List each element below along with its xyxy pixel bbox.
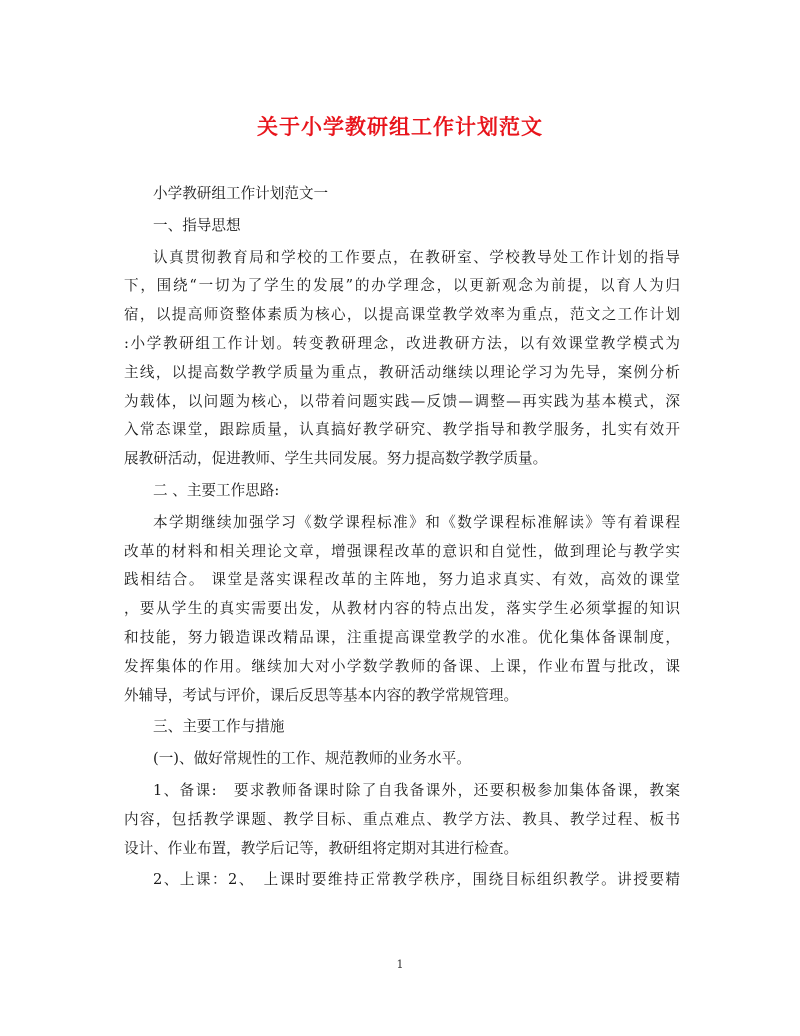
text-line: 和技能，努力锻造课改精品课，注重提高课堂教学的水准。优化集体备课制度， — [124, 628, 680, 646]
text-line: 设计、作业布置，教学后记等，教研组将定期对其进行检查。 — [124, 839, 519, 857]
document-title: 关于小学教研组工作计划范文 — [257, 114, 543, 139]
text-line: 本学期继续加强学习《数学课程标准》和《数学课程标准解读》等有着课程 — [153, 513, 680, 531]
text-line: 下，围绕“一切为了学生的发展”的办学理念，以更新观念为前提，以育人为归 — [124, 277, 680, 295]
text-line: 入常态课堂，跟踪质量，认真搞好教学研究、教学指导和教学服务，扎实有效开 — [124, 421, 680, 439]
text-line: 内容，包括教学课题、教学目标、重点难点、教学方法、教具、教学过程、板书 — [124, 810, 680, 828]
text-line: 二 、主要工作思路: — [153, 481, 280, 499]
text-line: 2、上课：2、 上课时要维持正常教学秩序，围绕目标组织教学。讲授要精 — [153, 871, 680, 889]
page-number: 1 — [396, 958, 404, 971]
text-line: 外辅导，考试与评价，课后反思等基本内容的教学常规管理。 — [124, 686, 519, 704]
text-line: 发挥集体的作用。继续加大对小学数学教师的备课、上课，作业布置与批改，课 — [124, 657, 680, 675]
text-line: 宿，以提高师资整体素质为核心，以提高课堂教学效率为重点，范文之工作计划 — [124, 306, 680, 324]
text-line: 认真贯彻教育局和学校的工作要点，在教研室、学校教导处工作计划的指导 — [153, 248, 680, 266]
text-line: 1、备课: 要求教师备课时除了自我备课外，还要积极参加集体备课，教案 — [153, 781, 680, 799]
text-line: :小学教研组工作计划。转变教研理念，改进教研方法，以有效课堂教学模式为 — [124, 334, 680, 352]
text-line: 为载体，以问题为核心，以带着问题实践—反馈—调整—再实践为基本模式，深 — [124, 392, 680, 410]
document-body — [124, 180, 680, 895]
text-line: (一)、做好常规性的工作、规范教师的业务水平。 — [153, 750, 471, 768]
text-line: ，要从学生的真实需要出发，从教材内容的特点出发，落实学生必须掌握的知识 — [124, 600, 680, 618]
text-line: 一、指导思想 — [153, 216, 241, 234]
text-line: 小学教研组工作计划范文一 — [153, 185, 329, 202]
text-line: 主线，以提高数学教学质量为重点，教研活动继续以理论学习为先导，案例分析 — [124, 363, 680, 381]
text-line: 践相结合。 课堂是落实课程改革的主阵地，努力追求真实、有效，高效的课堂 — [124, 571, 680, 589]
text-line: 改革的材料和相关理论文章，增强课程改革的意识和自觉性，做到理论与教学实 — [124, 542, 680, 560]
text-line: 三、主要工作与措施 — [153, 718, 285, 736]
text-line: 展教研活动，促进教师、学生共同发展。努力提高数学教学质量。 — [124, 450, 548, 468]
